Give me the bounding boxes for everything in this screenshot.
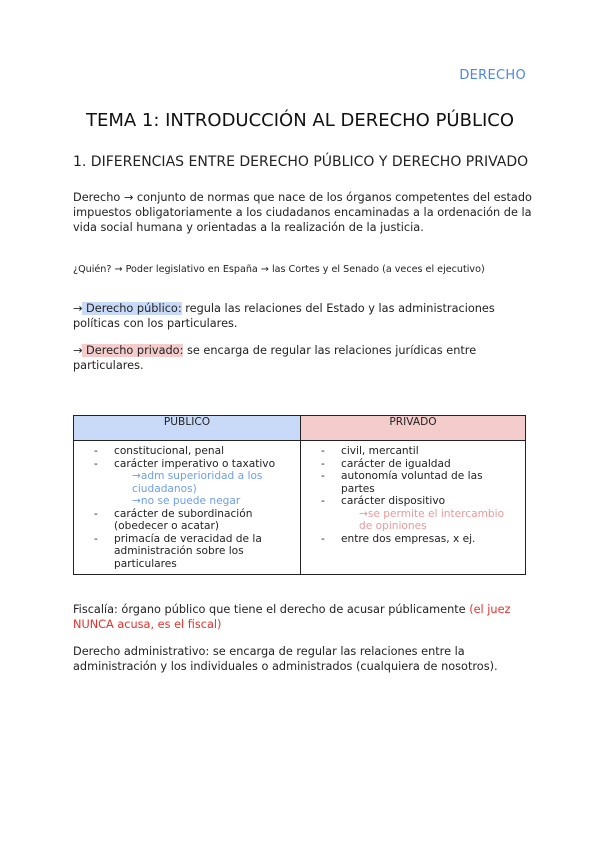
list-item: - primacía de veracidad de la administración sobre los particulares (94, 533, 294, 571)
fiscalia-paragraph (73, 602, 533, 632)
list-item: - carácter dispositivo →se permite el intercambio de opiniones (321, 495, 519, 533)
list-note: →no se puede negar (132, 495, 241, 507)
fiscalia-note: (el juez NUNCA acusa, es el fiscal) (73, 603, 511, 631)
list-item: - carácter de subordinación (obedecer o acatar) (94, 508, 294, 533)
public-list (94, 445, 294, 570)
private-law-term: Derecho privado: (82, 344, 184, 357)
arrow-icon: → (73, 344, 83, 357)
private-law-text: se encarga de regular las relaciones jurídicas entre particulares. (73, 344, 477, 372)
private-law-paragraph (73, 343, 533, 373)
comparison-table (73, 415, 526, 575)
private-list (321, 445, 519, 545)
administrative-law-paragraph: Derecho administrativo: se encarga de regular las relaciones entre la administración y los individuales o administrados (cualquiera de nosotros). (73, 645, 498, 673)
subject-label: DERECHO (459, 68, 526, 83)
definition-paragraph: Derecho → conjunto de normas que nace de los órganos competentes del estado impuestos obligatoriamente a los ciudadanos encaminadas a la ordenación de la vida social humana y orientadas a la realización de la justicia. (73, 191, 532, 234)
list-item: - entre dos empresas, x ej. (321, 533, 519, 546)
list-note: →se permite el intercambio de opiniones (359, 507, 505, 532)
who-paragraph: ¿Quién? → Poder legislativo en España → las Cortes y el Senado (a veces el ejecutivo) (73, 264, 485, 275)
public-header: PÚBLICO (74, 416, 301, 441)
public-law-paragraph (73, 301, 533, 331)
list-item: - constitucional, penal (94, 445, 294, 458)
private-header: PRIVADO (301, 416, 526, 441)
list-item: - carácter imperativo o taxativo →adm superioridad a los ciudadanos) →no se puede negar (94, 458, 294, 508)
public-law-term: Derecho público: (82, 302, 182, 315)
public-law-text: regula las relaciones del Estado y las administraciones políticas con los particulares. (73, 302, 495, 330)
fiscalia-text: Fiscalía: órgano público que tiene el derecho de acusar públicamente (73, 603, 470, 616)
list-item: - carácter de igualdad (321, 458, 519, 471)
public-cell (74, 441, 301, 575)
private-cell (301, 441, 526, 575)
page-title: TEMA 1: INTRODUCCIÓN AL DERECHO PÚBLICO (85, 110, 515, 131)
list-item: - autonomía voluntad de las partes (321, 470, 519, 495)
arrow-icon: → (73, 302, 83, 315)
list-note: →adm superioridad a los ciudadanos) (132, 470, 263, 495)
section-heading: 1. DIFERENCIAS ENTRE DERECHO PÚBLICO Y DERECHO PRIVADO (73, 154, 529, 170)
list-item: - civil, mercantil (321, 445, 519, 458)
